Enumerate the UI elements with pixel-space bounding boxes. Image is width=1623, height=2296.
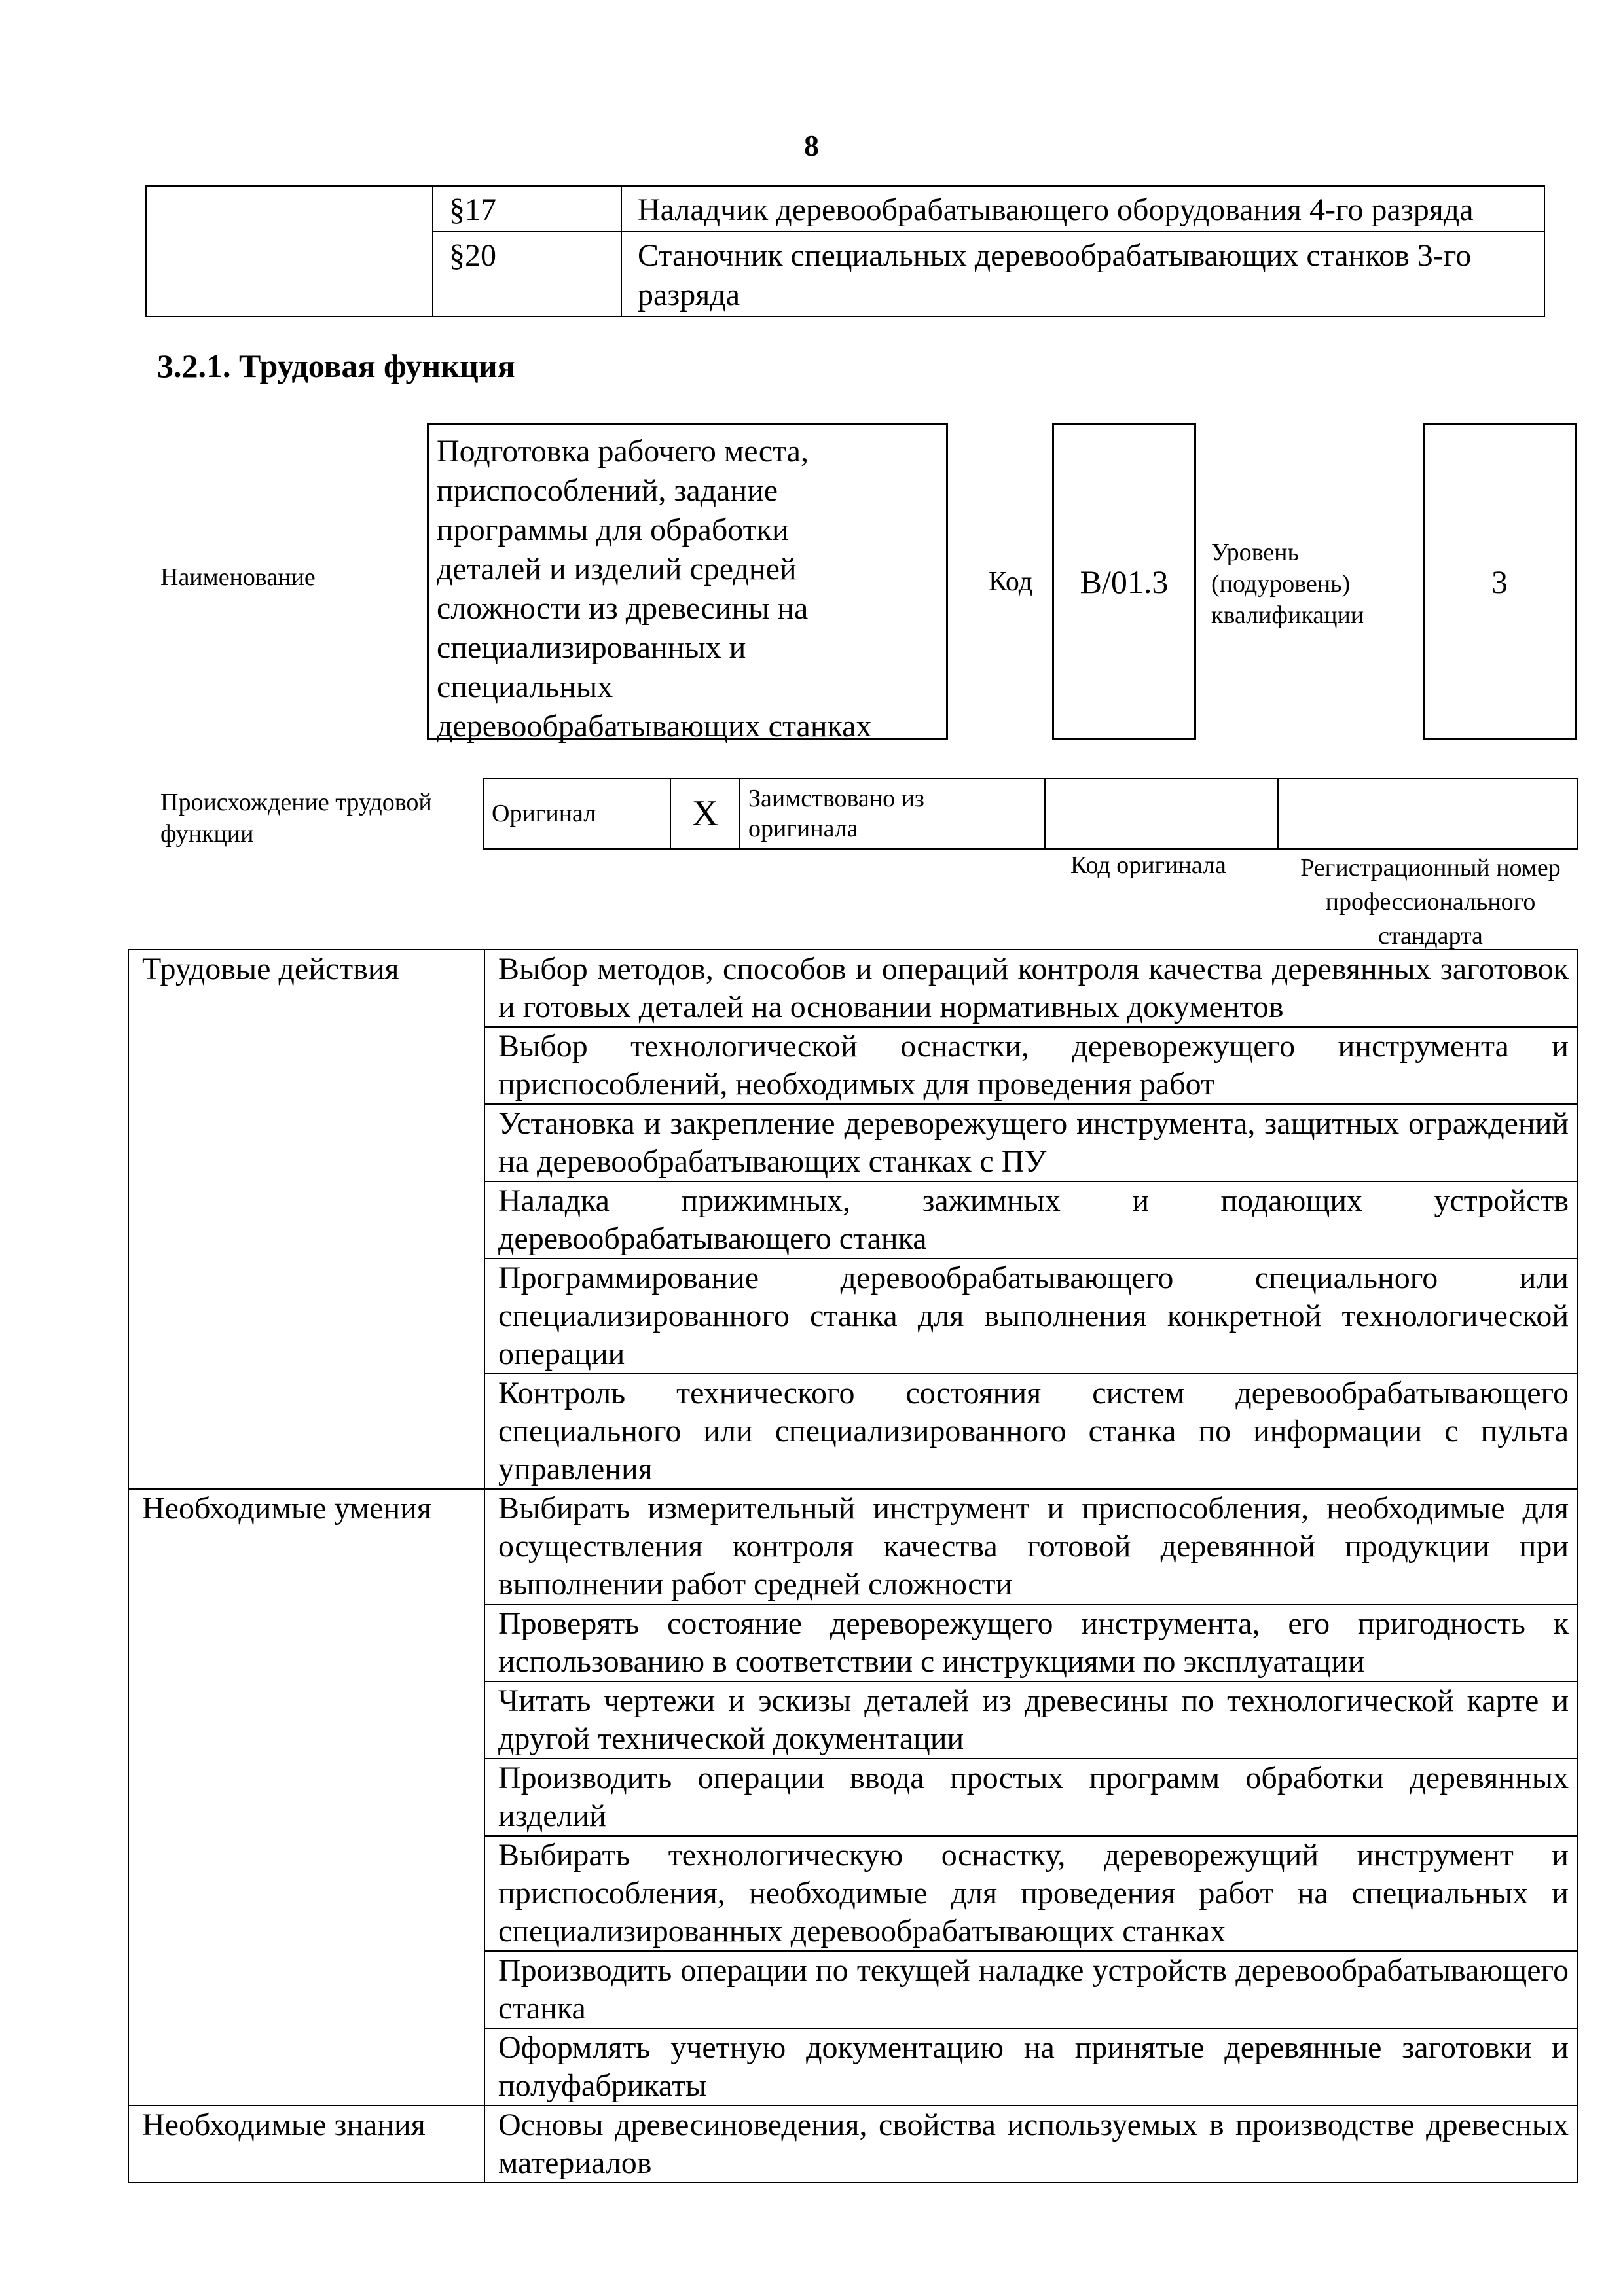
original-label: Оригинал xyxy=(483,778,670,849)
original-code-cell xyxy=(1045,778,1278,849)
function-name-line: специальных xyxy=(437,670,613,704)
skill-item: Выбирать технологическую оснастку, дереворежущий инструмент и приспособления, необходимые для проведения работ на специальных и специализированных деревообрабатывающих станках xyxy=(484,1836,1577,1951)
level-label xyxy=(1211,537,1364,631)
function-name-line: программы для обработки xyxy=(437,512,789,547)
skill-item: Проверять состояние дереворежущего инструмента, его пригодность к использованию в соответствии с инструкциями по эксплуатации xyxy=(484,1604,1577,1681)
skill-item: Производить операции по текущей наладке устройств деревообрабатывающего станка xyxy=(484,1951,1577,2028)
borrowed-label xyxy=(740,778,1045,849)
level-label-line: (подуровень) xyxy=(1211,570,1351,598)
category-labor-actions: Трудовые действия xyxy=(128,950,484,1489)
origin-label-line: Происхождение трудовой xyxy=(160,789,432,816)
origin-table xyxy=(483,778,1578,850)
category-required-skills: Необходимые умения xyxy=(128,1489,484,2106)
level-label-line: квалификации xyxy=(1211,601,1364,629)
paragraph-code: §17 xyxy=(433,186,621,232)
function-name-line: Подготовка рабочего места, xyxy=(437,434,809,469)
paragraph-code: §20 xyxy=(433,232,621,317)
labor-action-item: Контроль технического состояния систем деревообрабатывающего специального или специализированного станка по информации с пульта управления xyxy=(484,1374,1577,1489)
labor-action-item: Выбор технологической оснастки, дереворежущего инструмента и приспособлений, необходимых для проведения работ xyxy=(484,1027,1577,1104)
name-label: Наименование xyxy=(160,564,316,591)
empty-cell xyxy=(146,186,433,317)
skill-item: Читать чертежи и эскизы деталей из древесины по технологической карте и другой технической документации xyxy=(484,1681,1577,1759)
labor-action-item: Установка и закрепление дереворежущего инструмента, защитных ограждений на деревообрабатывающих станках с ПУ xyxy=(484,1104,1577,1181)
original-mark: Х xyxy=(670,778,740,849)
origin-label xyxy=(160,787,488,850)
table-row xyxy=(128,950,1577,1027)
skill-item: Оформлять учетную документацию на принятые деревянные заготовки и полуфабрикаты xyxy=(484,2028,1577,2106)
labor-action-item: Программирование деревообрабатывающего специального или специализированного станка для выполнения конкретной технологической операции xyxy=(484,1259,1577,1374)
registration-number-caption xyxy=(1280,851,1581,953)
level-label-line: Уровень xyxy=(1211,539,1299,566)
function-name-line: деталей и изделий средней xyxy=(437,552,797,586)
page-number: 8 xyxy=(804,129,819,162)
category-required-knowledge: Необходимые знания xyxy=(128,2106,484,2183)
skill-item: Производить операции ввода простых программ обработки деревянных изделий xyxy=(484,1759,1577,1836)
function-name-line: приспособлений, задание xyxy=(437,473,778,508)
reg-caption-line: профессионального xyxy=(1325,888,1536,916)
origin-label-line: функции xyxy=(160,820,254,848)
table-row xyxy=(128,1489,1577,1604)
function-name-box xyxy=(427,423,948,744)
knowledge-item: Основы древесиноведения, свойства используемых в производстве древесных материалов xyxy=(484,2106,1577,2183)
qualification-title: Станочник специальных деревообрабатывающих станков 3-го разряда xyxy=(621,232,1544,317)
function-name-line: деревообрабатывающих станках xyxy=(437,709,872,744)
table-row xyxy=(146,186,1544,232)
code-value: В/01.3 xyxy=(1052,423,1196,740)
function-details-table xyxy=(128,949,1578,2183)
registration-number-cell xyxy=(1278,778,1577,849)
section-title: 3.2.1. Трудовая функция xyxy=(157,348,515,384)
qualification-title: Наладчик деревообрабатывающего оборудования 4-го разряда xyxy=(621,186,1544,232)
labor-action-item: Выбор методов, способов и операций контроля качества деревянных заготовок и готовых деталей на основании нормативных документов xyxy=(484,950,1577,1027)
reg-caption-line: стандарта xyxy=(1378,922,1483,950)
original-code-caption: Код оригинала xyxy=(1070,852,1226,879)
skill-item: Выбирать измерительный инструмент и приспособления, необходимые для осуществления контроля качества готовой деревянной продукции при выполнении работ средней сложности xyxy=(484,1489,1577,1604)
function-name-line: сложности из древесины на xyxy=(437,591,809,626)
table-row xyxy=(128,2106,1577,2183)
table-row xyxy=(483,778,1577,849)
labor-action-item: Наладка прижимных, зажимных и подающих устройств деревообрабатывающего станка xyxy=(484,1181,1577,1259)
function-name-line: специализированных и xyxy=(437,630,746,665)
code-label: Код xyxy=(989,567,1033,597)
borrowed-label-line: Заимствовано из xyxy=(748,785,924,812)
borrowed-label-line: оригинала xyxy=(748,815,858,842)
reg-caption-line: Регистрационный номер xyxy=(1300,854,1561,882)
level-value: 3 xyxy=(1423,423,1577,740)
qualification-table xyxy=(145,185,1545,317)
